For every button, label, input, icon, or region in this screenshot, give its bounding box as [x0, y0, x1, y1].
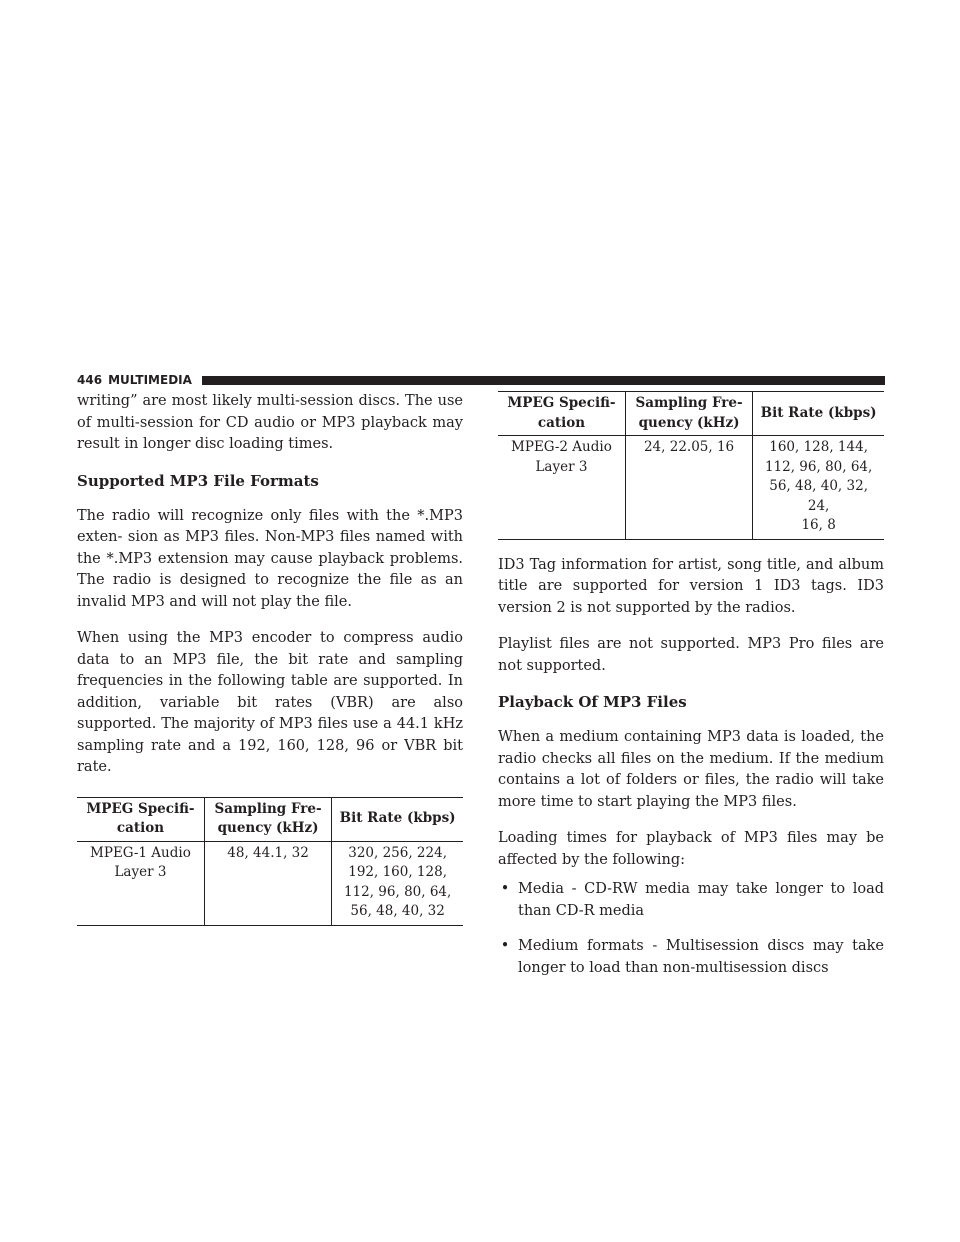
cell-bit-rate: 320, 256, 224, 192, 160, 128, 112, 96, 80, 64, 56, 48, 40, 32 — [332, 841, 463, 925]
header-mpeg-spec: MPEG Specifi- cation — [86, 800, 195, 836]
header-sampling-frequency: Sampling Fre- quency (kHz) — [204, 797, 331, 841]
list-item: • Medium formats - Multisession discs may take longer to load than non-multisession discs — [498, 936, 884, 979]
header-rule — [202, 376, 885, 385]
intro-paragraph: writing” are most likely multi-session discs. The use of multi-session for CD audio or MP3 playback may result in longer disc loading times. — [77, 393, 463, 452]
bullet-icon: • — [500, 938, 510, 954]
left-column — [77, 391, 463, 926]
list-item: • Media - CD-RW media may take longer to load than CD-R media — [498, 879, 884, 922]
encoder-paragraph: When using the MP3 encoder to compress audio data to an MP3 file, the bit rate and sampling frequencies in the following table are supported. In addition, variable bit rates (VBR) are also supported. The majority of MP3 files use a 44.1 kHz sampling rate and a 192, 160, 128, 96 or VBR bit rate. — [77, 630, 463, 775]
header-mpeg-spec: MPEG Specifi- cation — [507, 395, 616, 431]
cell-frequency: 24, 22.05, 16 — [625, 436, 752, 540]
section-title: MULTIMEDIA — [108, 373, 192, 387]
page-header — [77, 372, 885, 388]
loading-paragraph: Loading times for playback of MP3 files may be affected by the following: — [498, 830, 884, 868]
table-row — [77, 841, 463, 925]
page-number: 446 — [77, 373, 103, 387]
cell-spec: MPEG-2 Audio Layer 3 — [511, 439, 612, 475]
right-column — [498, 391, 884, 993]
header-bit-rate: Bit Rate (kbps) — [753, 392, 884, 436]
id3-paragraph: ID3 Tag information for artist, song title, and album title are supported for version 1 ID3 tags. ID3 version 2 is not supported by the radios. — [498, 556, 884, 616]
header-sampling-frequency: Sampling Fre- quency (kHz) — [625, 392, 752, 436]
medium-paragraph: When a medium containing MP3 data is loaded, the radio checks all files on the medium. If the medium contains a lot of folders or files, the radio will take more time to start playing the MP3 files. — [498, 729, 884, 810]
mpeg2-table — [498, 391, 884, 540]
cell-bit-rate: 160, 128, 144, 112, 96, 80, 64, 56, 48, 40, 32, 24, 16, 8 — [753, 436, 884, 540]
mpeg1-table — [77, 797, 463, 926]
cell-spec: MPEG-1 Audio Layer 3 — [90, 844, 191, 880]
playlist-paragraph: Playlist files are not supported. MP3 Pro files are not supported. — [498, 636, 884, 674]
heading-supported-formats: Supported MP3 File Formats — [77, 471, 319, 490]
cell-frequency: 48, 44.1, 32 — [204, 841, 331, 925]
table-row — [498, 436, 884, 540]
table-header-row — [498, 392, 884, 436]
bullet-icon: • — [500, 881, 510, 897]
heading-playback: Playback Of MP3 Files — [498, 693, 687, 711]
loading-factors-list — [498, 879, 884, 979]
header-bit-rate: Bit Rate (kbps) — [332, 797, 463, 841]
recognize-paragraph: The radio will recognize only files with the *.MP3 exten- sion as MP3 files. Non-MP3 files named with the *.MP3 extension may cause playback problems. The radio is designed to recognize the file as an invalid MP3 and will not play the file. — [77, 507, 463, 610]
table-header-row — [77, 797, 463, 841]
